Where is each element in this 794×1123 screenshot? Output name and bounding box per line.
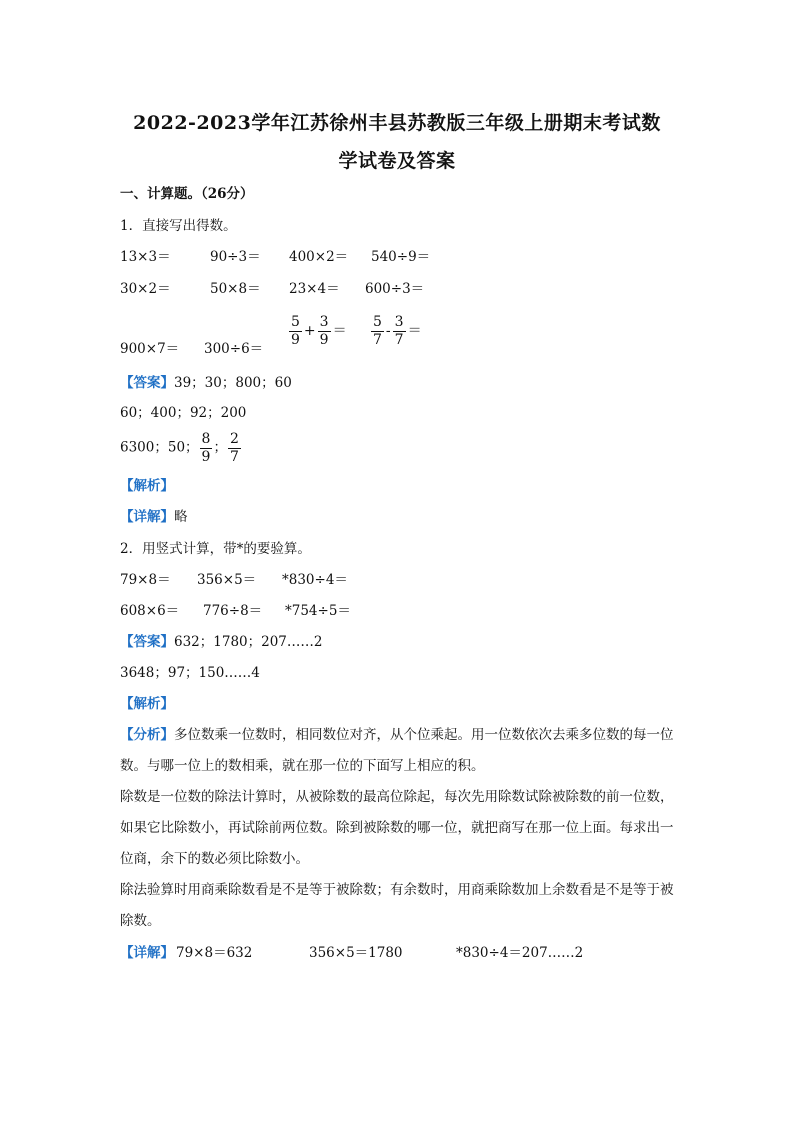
q2-r1-item-3: *830÷4＝ — [282, 572, 348, 588]
numerator: 3 — [319, 314, 329, 330]
analysis-tag-text: 【解析】 — [120, 696, 174, 712]
q1-r3-item-1: 900×7＝ — [120, 341, 180, 357]
q2-answer-line-2: 3648；97；150……4 — [120, 665, 260, 681]
q1-answer-line-3 — [120, 432, 242, 464]
analysis-tag-text: 【解析】 — [120, 478, 174, 494]
numerator: 3 — [394, 314, 404, 330]
detail-tag: 【详解】 — [120, 945, 174, 961]
q1-fraction-expression-2 — [370, 315, 423, 347]
q2-r2-item-3: *754÷5＝ — [285, 603, 351, 619]
detail-tag: 【详解】 — [120, 509, 174, 525]
answer-text: 632；1780；207……2 — [174, 634, 323, 650]
q2-detail-item-1: 79×8＝632 — [176, 945, 253, 961]
q1-fraction-expression-1 — [288, 315, 348, 347]
answer-text: 39；30；800；60 — [174, 375, 292, 391]
q2-r2-item-2: 776÷8＝ — [203, 603, 263, 619]
fraction — [228, 432, 241, 464]
q2-paragraph-2: 除数是一位数的除法计算时，从被除数的最高位除起，每次先用除数试除被除数的前一位数，如果它比除数小，再试除前两位数。除到被除数的哪一位，就把商写在那一位上面。每求出一位商，余下的数必须比除数小。 — [120, 789, 674, 867]
operator: - — [385, 323, 391, 340]
answer-tag: 【答案】 — [120, 634, 174, 650]
denominator: 9 — [319, 331, 329, 348]
numerator: 8 — [201, 431, 211, 447]
q1-analysis-tag — [120, 480, 174, 494]
page-title-line1: 2022-2023学年江苏徐州丰县苏教版三年级上册期末考试数 — [133, 112, 661, 134]
page-title-line2: 学试卷及答案 — [338, 150, 456, 172]
q1-r1-item-3: 400×2＝ — [289, 249, 349, 265]
fraction — [289, 315, 302, 347]
q2-fenxi-paragraph — [120, 720, 680, 782]
numerator: 5 — [291, 314, 300, 330]
q1-r1-item-1: 13×3＝ — [120, 249, 171, 265]
denominator: 9 — [291, 331, 300, 348]
operator: + — [303, 323, 316, 340]
fraction — [371, 315, 384, 347]
q1-detail — [120, 511, 188, 525]
q1-r2-item-4: 600÷3＝ — [365, 281, 425, 297]
fenxi-text: 多位数乘一位数时，相同数位对齐，从个位乘起。用一位数依次去乘多位数的每一位数。与哪一位上的数相乘，就在那一位的下面写上相应的积。 — [120, 727, 674, 774]
separator: ； — [213, 439, 227, 456]
q2-r2-item-1: 608×6＝ — [120, 603, 180, 619]
q1-answer-line-1 — [120, 377, 292, 391]
q1-r2-item-3: 23×4＝ — [289, 281, 340, 297]
q2-r1-item-1: 79×8＝ — [120, 572, 171, 588]
q2-r1-item-2: 356×5＝ — [197, 572, 257, 588]
q1-r3-item-2: 300÷6＝ — [204, 341, 264, 357]
numerator: 2 — [229, 431, 239, 447]
denominator: 9 — [201, 448, 211, 465]
equals-sign: ＝ — [332, 323, 347, 340]
numerator: 5 — [373, 314, 382, 330]
equals-sign: ＝ — [407, 323, 422, 340]
q2-paragraph-3: 除法验算时用商乘除数看是不是等于被除数；有余数时，用商乘除数加上余数看是不是等于被除数。 — [120, 882, 674, 929]
section-heading: 一、计算题。（26分） — [120, 186, 254, 202]
q1-r1-item-2: 90÷3＝ — [210, 249, 261, 265]
q1-answer-line-2: 60；400；92；200 — [120, 405, 247, 421]
q2-detail-item-3: *830÷4＝207……2 — [456, 945, 584, 961]
denominator: 7 — [373, 331, 382, 348]
q2-answer-line-1 — [120, 636, 322, 650]
q2-analysis-tag — [120, 698, 174, 712]
detail-text: 略 — [174, 509, 188, 525]
fraction — [200, 432, 213, 464]
q1-r2-item-1: 30×2＝ — [120, 281, 171, 297]
question-1-prompt: 1．直接写出得数。 — [120, 218, 237, 234]
fraction — [393, 315, 406, 347]
fraction — [318, 315, 331, 347]
question-2-prompt: 2．用竖式计算，带*的要验算。 — [120, 541, 311, 557]
q2-detail-tag-line — [120, 947, 174, 961]
q1-r2-item-2: 50×8＝ — [210, 281, 261, 297]
denominator: 7 — [229, 448, 239, 465]
fenxi-tag: 【分析】 — [120, 727, 174, 743]
q1-r1-item-4: 540÷9＝ — [371, 249, 431, 265]
answer-tag: 【答案】 — [120, 375, 174, 391]
denominator: 7 — [394, 331, 404, 348]
q2-detail-item-2: 356×5＝1780 — [309, 945, 403, 961]
answer-text: 6300；50； — [120, 439, 199, 456]
